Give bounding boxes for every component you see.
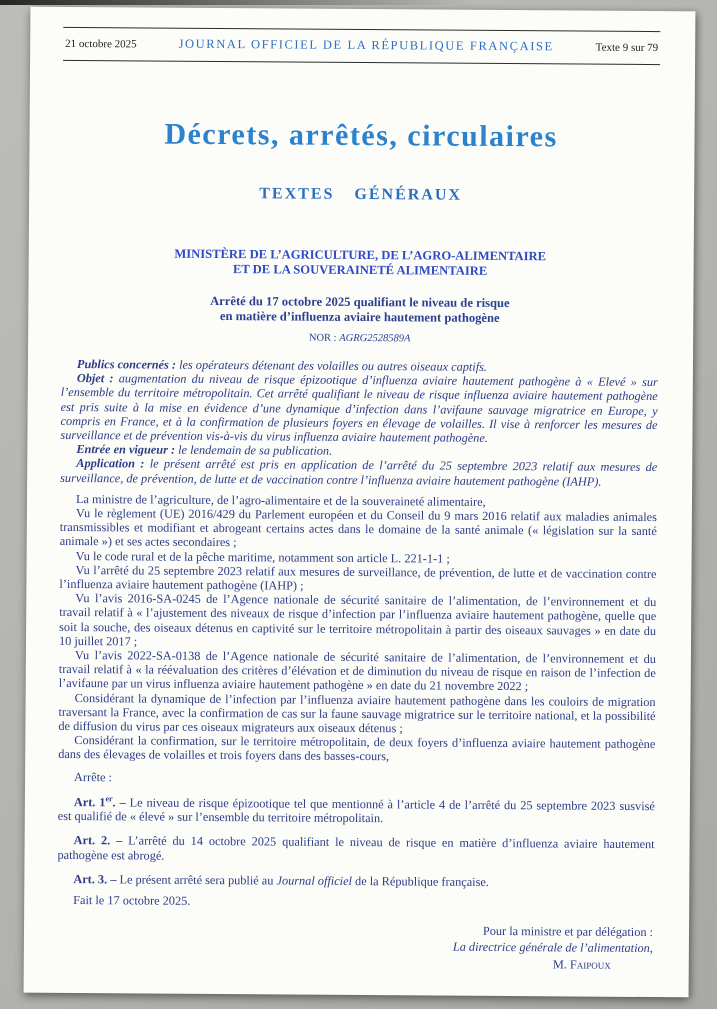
article-separator: . – [104,872,120,887]
preamble-text: le lendemain de sa publication. [175,442,333,459]
body-paragraph-vu-reglement: Vu le règlement (UE) 2016/429 du Parlement européen et du Conseil du 9 mars 2016 relatif aux maladies animales transmissibles et modifiant et abrogeant certains actes dans le domaine de la santé animale (« législation sur la santé animale ») et ses actes secondaires ; [59,506,657,550]
header-date: 21 octobre 2025 [65,37,137,51]
main-title: Décrets, arrêtés, circulaires [164,117,558,154]
arrete-line: Arrête : [74,769,113,784]
article-text: Le niveau de risque épizootique tel que mentionné à l’article 4 de l’arrêté du 25 septembre 2023 susvisé est qualifié de « élevé » sur l’ensemble du territoire métropolitain. [57,795,655,826]
decree-title-line-2: en matière d’influenza aviaire hautement pathogène [219,308,500,325]
article-text: L’arrêté du 14 octobre 2025 qualifiant le niveau de risque en matière d’influenza aviaire hautement pathogène est abrogé. [57,833,655,863]
decree-body [57,357,658,912]
article-2 [57,830,654,866]
preamble-label: Publics concernés : [76,357,177,372]
preamble-objet [60,371,657,446]
preamble-text: les opérateurs détenant des volailles ou autres oiseaux captifs. [175,357,488,374]
nor-line [61,331,658,346]
body-paragraph-vu-code-rural: Vu le code rural et de la pêche maritime, notamment son article L. 221-1-1 ; [75,548,450,566]
article-separator: . – [112,795,130,810]
nor-value: AGRG2528589A [339,332,411,345]
preamble-label: Entrée en vigueur : [76,442,176,457]
signature-block [57,921,654,974]
body-paragraph-considerant-2: Considérant la confirmation, sur le territoire métropolitain, de deux foyers d’influenza aviaire hautement pathogène dans des élevages de volailles et trois foyers dans des basses-cours, [58,733,656,764]
article-number-sup: er [105,794,113,804]
signatory-name: M. Faipoux [552,957,611,973]
ministry-heading [62,246,659,280]
decree-title-line-1: Arrêté du 17 octobre 2025 qualifiant le niveau de risque [210,293,510,311]
section-title: TEXTES GÉNÉRAUX [259,185,463,204]
signature-role-line: La directrice générale de l’alimentation, [452,939,653,955]
photo-top-edge [0,0,470,5]
closing-date-line: Fait le 17 octobre 2025. [73,893,191,909]
article-number: Art. 2 [73,833,108,848]
article-number: Art. 3 [73,871,105,887]
preamble-text: le présent arrêté est pris en application de l’arrêté du 25 septembre 2023 relatif aux mesures de surveillance, de prévention, de lutte et de vaccination contre l’influenza aviaire hautement pathogène (IAHP). [60,456,658,489]
decree-title [61,293,658,326]
article-text-italic: Journal officiel [276,873,353,888]
article-text-after: de la République française. [351,873,489,889]
article-1 [58,792,655,828]
body-paragraph-vu-arrete-2023: Vu l’arrêté du 25 septembre 2023 relatif aux mesures de surveillance, de prévention, de lutte et de vaccination contre l’influenza aviaire hautement pathogène (IAHP) ; [59,562,657,593]
body-paragraph-vu-avis-2022: Vu l’avis 2022-SA-0138 de l’Agence nationale de sécurité sanitaire de l’alimentation, de l’environnement et du travail relatif à « la réévaluation des critères d’élévation et de diminution du niveau de risque en raison de l’infection de l’avifaune par un virus influenza aviaire hautement pathogène » en date du 21 novembre 2022 ; [58,648,656,694]
article-separator: . – [107,833,129,848]
page-header [63,27,660,65]
ministry-line-1: MINISTÈRE DE L’AGRICULTURE, DE L’AGRO-ALIMENTAIRE [174,246,547,264]
body-paragraph-considerant-1: Considérant la dynamique de l’infection par l’influenza aviaire hautement pathogène dans les couloirs de migration traversant la France, avec la confirmation de cas sur la faune sauvage migratrice sur le territoire national, et la possibilité de diffusion du virus par ces oiseaux migrateurs aux oiseaux détenus ; [58,690,656,736]
signature-delegation-line: Pour la ministre et par délégation : [482,924,654,940]
ministry-line-2: ET DE LA SOUVERAINETÉ ALIMENTAIRE [232,262,488,278]
journal-page [24,7,696,998]
journal-title: JOURNAL OFFICIEL DE LA RÉPUBLIQUE FRANÇAISE [178,36,554,54]
article-number: Art. 1 [73,794,106,810]
article-text: Le présent arrêté sera publié au [119,872,277,888]
preamble-text: augmentation du niveau de risque épizootique d’influenza aviaire hautement pathogène à « Elevé » sur l’ensemble du territoire métropolitain. Cet arrêté qualifiant le niveau de risque influenza aviaire hautement pathogène est pris suite à la mise en évidence d’une dynamique d’infection dans l’avifaune sauvage migratrice en Europe, y compris en France, et à la confirmation de plusieurs foyers en élevage de volailles. Il vise à renforcer les mesures de surveillance et de prévention vis-à-vis du virus influenza aviaire hautement pathogène. [60,371,658,445]
article-3 [57,869,654,890]
header-text-number: Texte 9 sur 79 [595,41,659,55]
preamble-label: Application : [76,456,145,471]
body-paragraph-ministre: La ministre de l’agriculture, de l’agro-alimentaire et de la souveraineté alimentaire, [75,491,486,509]
preamble-application [60,456,657,489]
body-paragraph-vu-avis-2016: Vu l’avis 2016-SA-0245 de l’Agence nationale de sécurité sanitaire de l’alimentation, de l’environnement et du travail relatif à « l’ajustement des niveaux de risque d’infection par l’influenza aviaire hautement pathogène, quelle que soit la souche, des oiseaux détenus en captivité sur le territoire métropolitain à partir des oiseaux sauvages » en date du 10 juillet 2017 ; [58,591,657,649]
preamble-label: Objet : [76,371,114,386]
nor-label: NOR : [308,332,340,344]
